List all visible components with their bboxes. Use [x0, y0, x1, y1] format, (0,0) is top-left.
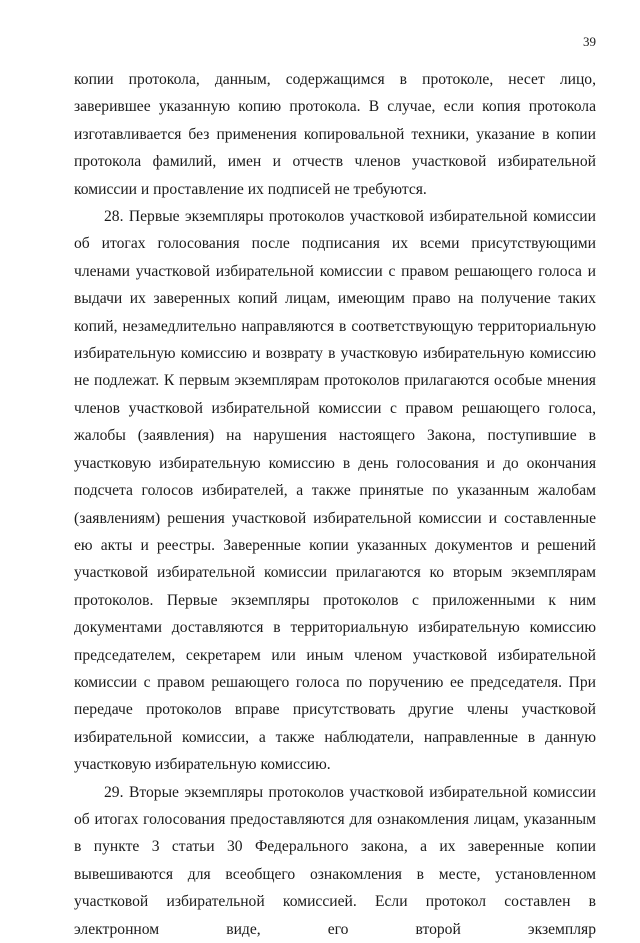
- page-number: 39: [583, 34, 596, 49]
- paragraph-continuation: копии протокола, данным, содержащимся в протоколе, несет лицо, заверившее указанную копию протокола. В случае, если копия протокола изготавливается без применения копировальной техники, указание в копии протокола фамилий, имен и отчеств членов участковой избирательной комиссии и проставление их подписей не требуются.: [74, 71, 596, 198]
- paragraph-29: 29. Вторые экземпляры протоколов участковой избирательной комиссии об итогах голосования предоставляются для ознакомления лицам, указанным в пункте 3 статьи 30 Федерального закона, а их заверенные копии вывешиваются для всеобщего ознакомления в месте, установленном участковой избирательной комиссией. Если протокол составлен в электронном виде, его второй экземпляр: [74, 783, 596, 938]
- paragraph-28: 28. Первые экземпляры протоколов участковой избирательной комиссии об итогах голосования после подписания их всеми присутствующими членами участковой избирательной комиссии с правом решающего голоса и выдачи их заверенных копий лицам, имеющим право на получение таких копий, незамедлительно направляются в соответствующую территориальную избирательную комиссию и возврату в участковую избирательную комиссию не подлежат. К первым экземплярам протоколов прилагаются особые мнения членов участковой избирательной комиссии с правом решающего голоса, жалобы (заявления) на нарушения настоящего Закона, поступившие в участковую избирательную комиссию в день голосования и до окончания подсчета голосов избирателей, а также принятые по указанным жалобам (заявлениям) решения участковой избирательной комиссии и составленные ею акты и реестры. Заверенные копии указанных документов и решений участковой избирательной комиссии прилагаются ко вторым экземплярам протоколов. Первые экземпляры протоколов с приложенными к ним документами доставляются в территориальную избирательную комиссию председателем, секретарем или иным членом участковой избирательной комиссии с правом решающего голоса по поручению ее председателя. При передаче протоколов вправе присутствовать другие члены участковой избирательной комиссии, а также наблюдатели, направленные в данную участковую избирательную комиссию.: [74, 208, 596, 774]
- document-body: [74, 66, 596, 943]
